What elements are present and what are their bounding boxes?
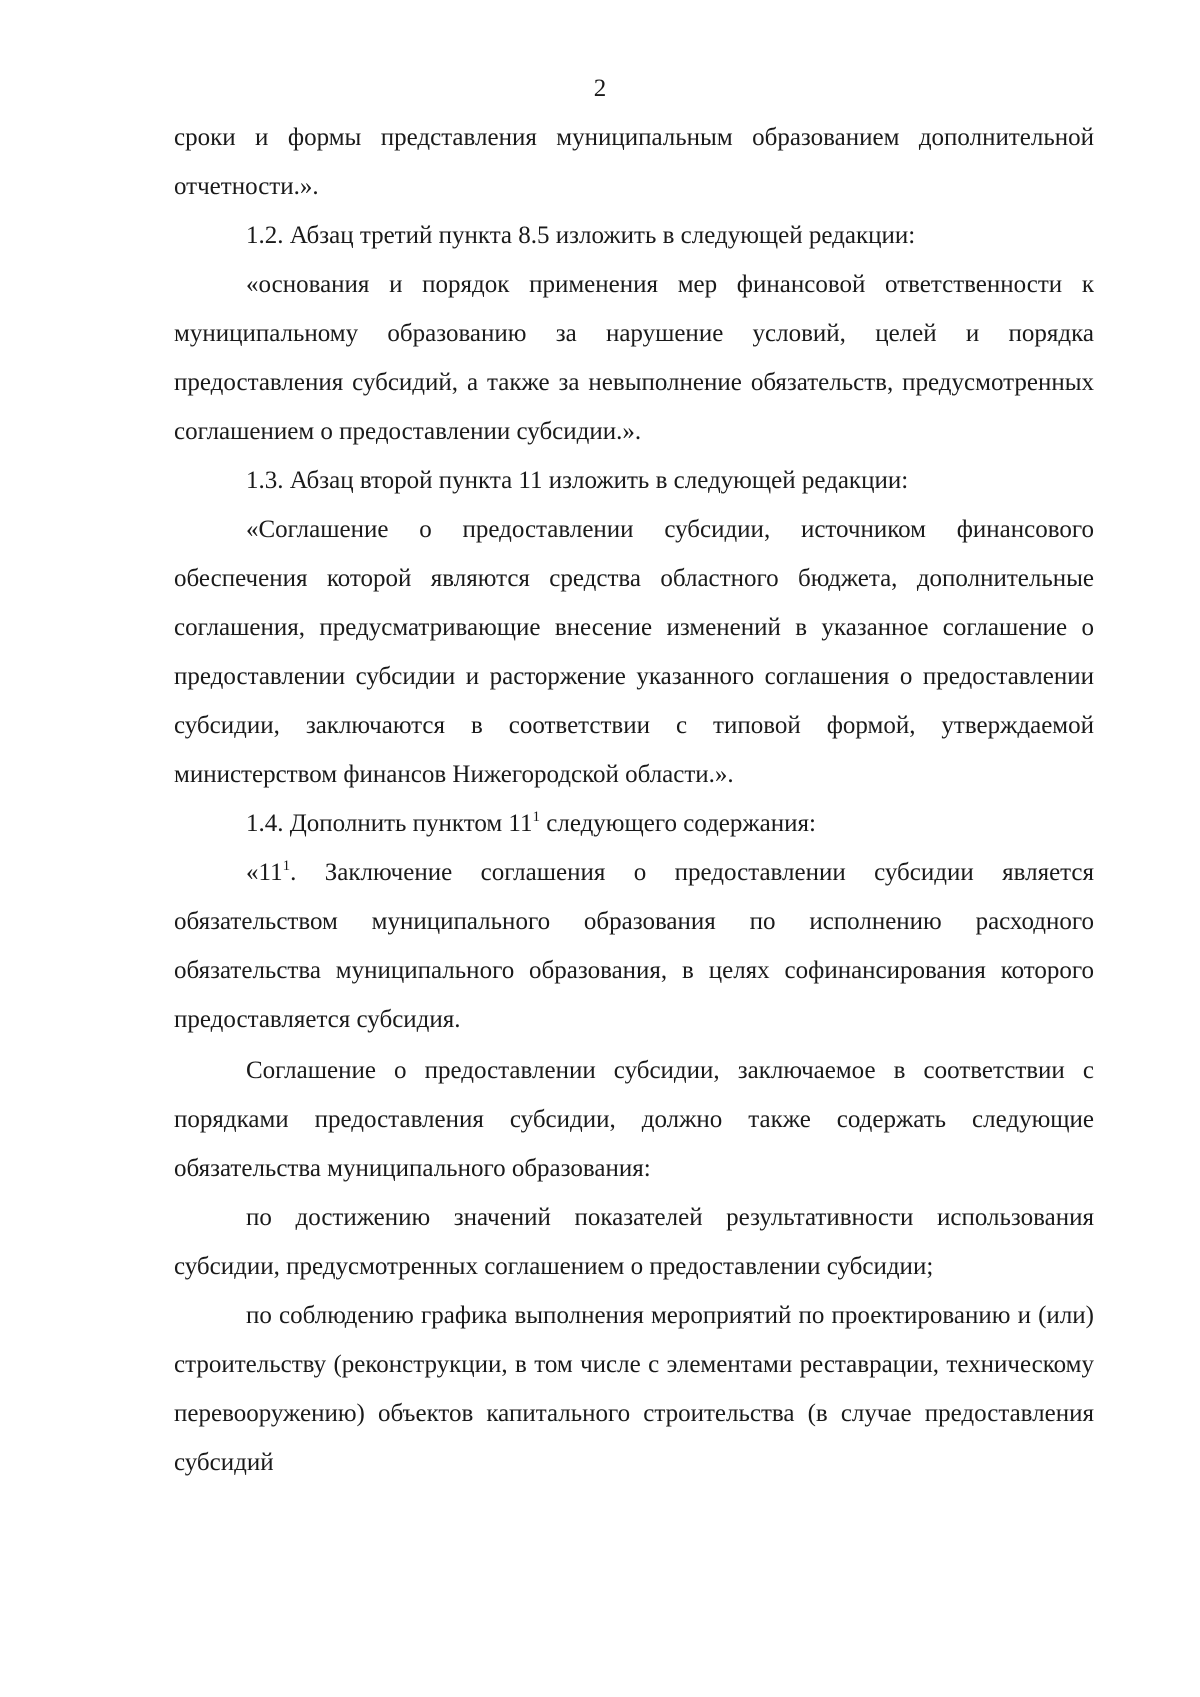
paragraph-item-1-2	[174, 211, 1094, 260]
paragraph-text: 1.2. Абзац третий пункта 8.5 изложить в следующей редакции:	[246, 222, 916, 249]
paragraph-item-1-4	[174, 799, 1094, 848]
paragraph-text: «11	[246, 859, 283, 886]
paragraph-obligation-schedule	[174, 1291, 1094, 1487]
paragraph-item-1-3	[174, 456, 1094, 505]
paragraph-additional-reporting	[174, 113, 1094, 211]
paragraph-text: следующего содержания:	[540, 810, 816, 837]
paragraph-agreement-obligations	[174, 1046, 1094, 1193]
superscript: 1	[532, 809, 540, 825]
paragraph-text: Соглашение о предоставлении субсидии, заключаемое в соответствии с порядками предоставления субсидии, должно также содержать следующие обязательства муниципального образования:	[174, 1057, 1094, 1182]
page-number: 2	[593, 75, 607, 102]
paragraph-obligation-indicators	[174, 1193, 1094, 1291]
paragraph-quote-financial-responsibility	[174, 260, 1094, 456]
paragraph-text: «основания и порядок применения мер финансовой ответственности к муниципальному образованию за нарушение условий, целей и порядка предоставления субсидий, а также за невыполнение обязательств, предусмотренных соглашением о предоставлении субсидии.».	[174, 271, 1094, 445]
paragraph-text: по достижению значений показателей результативности использования субсидии, предусмотренных соглашением о предоставлении субсидии;	[174, 1204, 1094, 1280]
paragraph-quote-item-11-1	[174, 848, 1094, 1044]
paragraph-quote-agreement	[174, 505, 1094, 799]
paragraph-text: 1.4. Дополнить пунктом 11	[246, 810, 533, 837]
paragraph-text: «Соглашение о предоставлении субсидии, источником финансового обеспечения которой являются средства областного бюджета, дополнительные соглашения, предусматривающие внесение изменений в указанное соглашение о предоставлении субсидии и расторжение указанного соглашения о предоставлении субсидии, заключаются в соответствии с типовой формой, утверждаемой министерством финансов Нижегородской области.».	[174, 516, 1094, 788]
superscript: 1	[282, 858, 291, 874]
paragraph-text: по соблюдению графика выполнения мероприятий по проектированию и (или) строительству (реконструкции, в том числе с элементами реставрации, техническому перевооружению) объектов капитального строительства (в случае предоставления субсидий	[174, 1302, 1094, 1476]
document-body	[174, 113, 1094, 1487]
paragraph-text: 1.3. Абзац второй пункта 11 изложить в следующей редакции:	[246, 467, 909, 494]
paragraph-text: сроки и формы представления муниципальным образованием дополнительной отчетности.».	[174, 124, 1094, 200]
paragraph-text: . Заключение соглашения о предоставлении субсидии является обязательством муниципального образования по исполнению расходного обязательства муниципального образования, в целях софинансирования которого предоставляется субсидия.	[174, 859, 1094, 1033]
